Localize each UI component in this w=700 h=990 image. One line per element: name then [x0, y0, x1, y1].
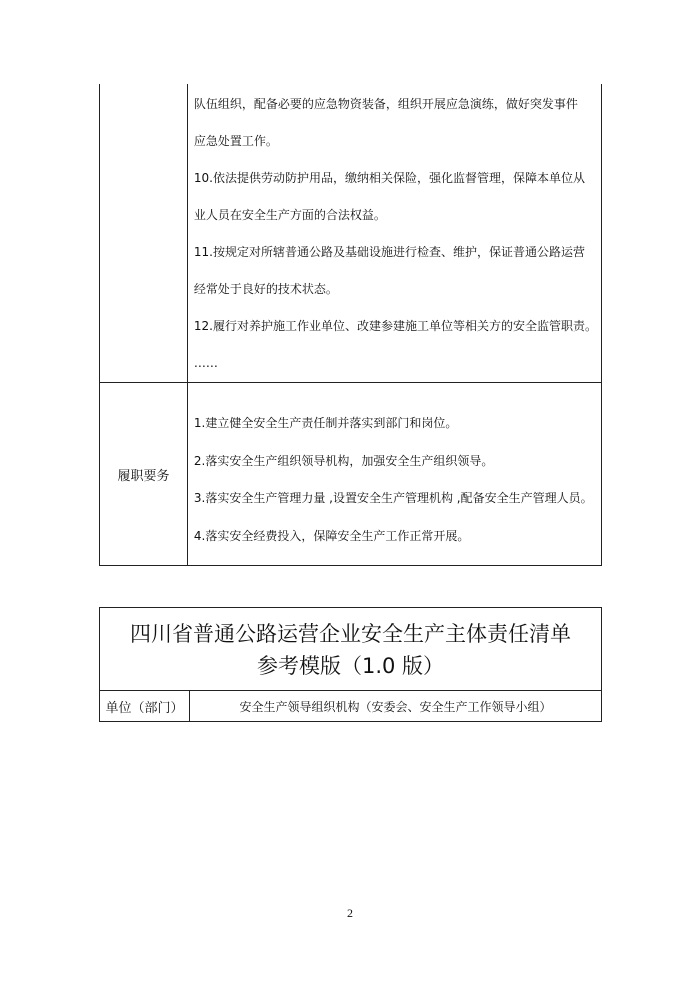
duty-line: 11.按规定对所辖普通公路及基础设施进行检查、维护，保证普通公路运营: [193, 245, 585, 259]
duty-list-cell: [187, 84, 601, 383]
unit-value: 安全生产领导组织机构（安委会、安全生产工作领导小组）: [190, 691, 602, 722]
performance-label: 履职要务: [100, 383, 188, 566]
unit-label: 单位（部门）: [100, 691, 190, 722]
document-title: [100, 608, 602, 691]
performance-item: 3.落实安全生产管理力量 ,设置安全生产管理机构 ,配备安全生产管理人员。: [193, 491, 593, 505]
title-line-2: 参考模版（1.0 版）: [256, 654, 445, 678]
performance-item: 4.落实安全经费投入，保障安全生产工作正常开展。: [193, 528, 470, 543]
performance-list-cell: [187, 383, 601, 566]
duty-line: 业人员在安全生产方面的合法权益。: [193, 208, 386, 222]
title-line-1: 四川省普通公路运营企业安全生产主体责任清单: [130, 622, 571, 646]
duty-line: 12.履行对养护施工作业单位、改建参建施工单位等相关方的安全监管职责。: [193, 319, 597, 333]
performance-item: 2.落实安全生产组织领导机构，加强安全生产组织领导。: [193, 453, 494, 468]
responsibility-table-continued: [99, 84, 602, 566]
performance-item: 1.建立健全安全生产责任制并落实到部门和岗位。: [193, 416, 458, 430]
empty-label-cell: [100, 84, 188, 383]
page-number: 2: [347, 906, 353, 920]
duty-line-ellipsis: ……: [193, 356, 218, 370]
responsibility-list-header-table: [99, 607, 602, 722]
duty-line: 队伍组织，配备必要的应急物资装备，组织开展应急演练，做好突发事件: [193, 97, 578, 111]
duty-line: 应急处置工作。: [193, 134, 278, 148]
duty-line: 经常处于良好的技术状态。: [193, 282, 338, 296]
duty-line: 10.依法提供劳动防护用品，缴纳相关保险，强化监督管理，保障本单位从: [193, 171, 585, 185]
